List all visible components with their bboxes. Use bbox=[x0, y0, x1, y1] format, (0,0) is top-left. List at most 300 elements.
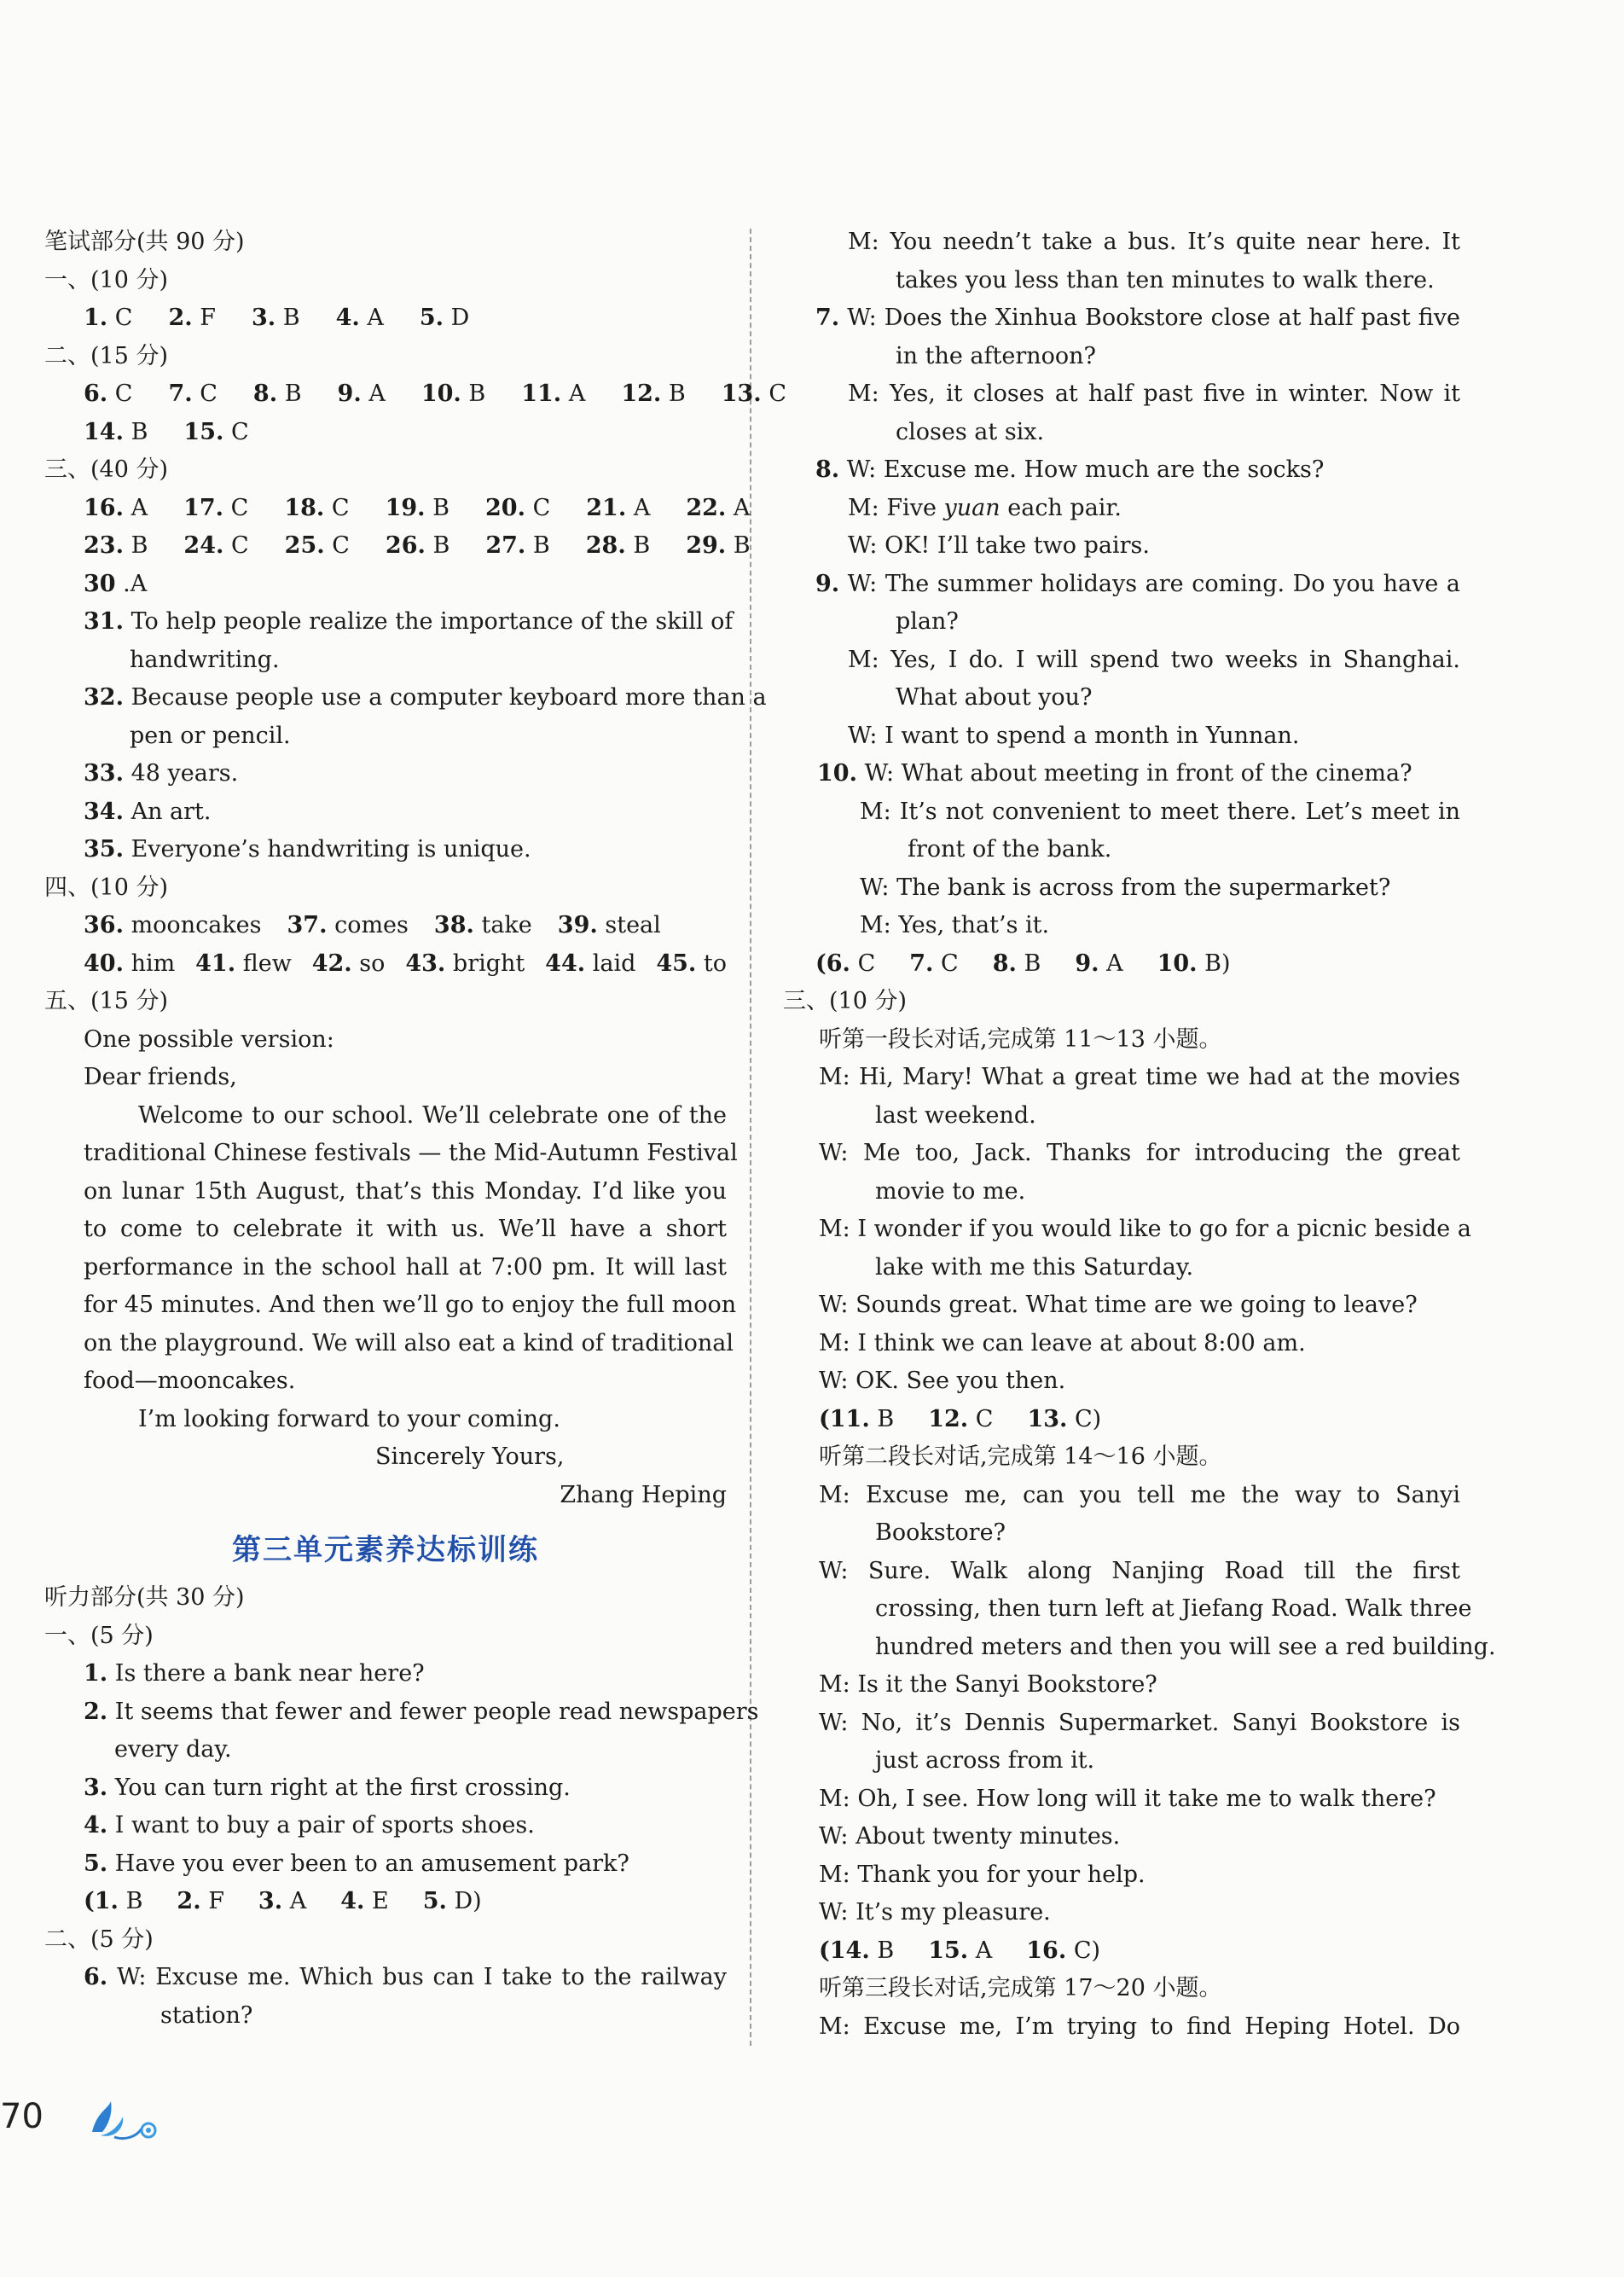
answer-text-cont: handwriting. bbox=[130, 646, 280, 673]
item-text-cont: every day. bbox=[114, 1736, 232, 1763]
answer-value: B bbox=[468, 380, 486, 407]
answer-number: 2. bbox=[168, 305, 193, 331]
answer-row bbox=[44, 566, 727, 604]
script-line: M: You needn’t take a bus. It’s quite near here. It bbox=[848, 229, 1460, 255]
essay-greeting: Dear friends, bbox=[84, 1064, 237, 1090]
answer-number: 1. bbox=[84, 305, 108, 331]
essay-intro: One possible version: bbox=[84, 1025, 334, 1053]
answer-item bbox=[1026, 1932, 1100, 1971]
item-number: 3. bbox=[84, 1774, 108, 1801]
item-text: Have you ever been to an amusement park? bbox=[114, 1850, 629, 1877]
answer-number: 9. bbox=[1075, 950, 1099, 977]
answer-number: 11. bbox=[521, 380, 562, 407]
script-line bbox=[44, 1845, 727, 1884]
script-line: plan? bbox=[896, 608, 959, 635]
answer-item bbox=[993, 945, 1041, 984]
answer-number: 44. bbox=[545, 950, 586, 977]
script-line: M: Thank you for your help. bbox=[819, 1861, 1146, 1888]
item-number: 1. bbox=[84, 1660, 108, 1687]
answer-item bbox=[815, 945, 875, 984]
answer-item bbox=[183, 490, 248, 528]
answer-line bbox=[44, 793, 727, 832]
item-number: 8. bbox=[815, 456, 840, 483]
answer-number: 25. bbox=[284, 532, 325, 559]
essay-line: on lunar 15th August, that’s this Monday. I’d like you bbox=[84, 1177, 727, 1205]
answer-value: C bbox=[768, 380, 786, 407]
item-number: 10. bbox=[817, 760, 857, 787]
answer-value: C bbox=[332, 532, 350, 559]
script-line: M: Hi, Mary! What a great time we had at the movies bbox=[819, 1064, 1460, 1090]
answer-value: A bbox=[368, 380, 386, 407]
answer-value: C bbox=[975, 1405, 994, 1432]
answer-item bbox=[521, 375, 585, 414]
answer-item bbox=[928, 1401, 993, 1439]
item-number: 6. bbox=[84, 1964, 108, 1990]
script-line: M: Yes, that’s it. bbox=[860, 912, 1050, 938]
answer-number: 10. bbox=[420, 380, 461, 407]
item-text: W: Does the Xinhua Bookstore close at half past five bbox=[847, 305, 1460, 331]
answer-item bbox=[285, 527, 350, 566]
answer-value: flew bbox=[242, 950, 292, 977]
answer-value: A bbox=[975, 1937, 993, 1964]
section-5-label: 五、(15 分) bbox=[44, 988, 169, 1014]
answer-number: 42. bbox=[311, 950, 352, 977]
answer-item bbox=[1027, 1401, 1101, 1439]
answer-value: C bbox=[231, 532, 249, 559]
script-text-italic: yuan bbox=[943, 494, 1000, 521]
script-line: W: No, it’s Dennis Supermarket. Sanyi Bookstore is bbox=[819, 1709, 1460, 1736]
script-line bbox=[807, 299, 1460, 338]
answer-line bbox=[44, 755, 727, 793]
answer-item bbox=[84, 907, 262, 945]
script-line: M: Excuse me, I’m trying to find Heping Hotel. Do bbox=[819, 2013, 1460, 2040]
script-line: W: OK. See you then. bbox=[819, 1368, 1066, 1394]
answer-value: C bbox=[231, 418, 249, 445]
script-line: just across from it. bbox=[875, 1747, 1095, 1774]
answer-item bbox=[84, 527, 148, 566]
item-text: W: Excuse me. Which bus can I take to the railway bbox=[116, 1964, 727, 1990]
answer-row bbox=[44, 375, 786, 414]
answer-text-cont: pen or pencil. bbox=[130, 722, 291, 749]
answer-number: 21. bbox=[586, 494, 627, 521]
answer-line bbox=[44, 603, 734, 642]
script-line bbox=[44, 1655, 727, 1693]
script-line: W: Sure. Walk along Nanjing Road till the first bbox=[819, 1557, 1460, 1584]
item-text: It seems that fewer and fewer people read newspapers bbox=[114, 1698, 759, 1725]
answer-item bbox=[405, 945, 525, 984]
answer-value: B) bbox=[1204, 950, 1231, 977]
answer-item bbox=[84, 414, 148, 452]
answer-number: 45. bbox=[656, 950, 697, 977]
answer-number: 41. bbox=[195, 950, 236, 977]
answer-number: 38. bbox=[433, 912, 474, 938]
answer-value: B bbox=[1024, 950, 1041, 977]
essay-line: Welcome to our school. We’ll celebrate one of the bbox=[138, 1101, 727, 1129]
script-line: W: Sounds great. What time are we going to leave? bbox=[819, 1292, 1418, 1318]
item-text: I want to buy a pair of sports shoes. bbox=[114, 1812, 535, 1838]
answer-value: B bbox=[284, 380, 302, 407]
listening-section-1-label: 一、(5 分) bbox=[44, 1622, 154, 1649]
essay-line: for 45 minutes. And then we’ll go to enjoy the full moon bbox=[84, 1292, 737, 1318]
answer-value: A bbox=[130, 494, 148, 521]
essay-signature: Zhang Heping bbox=[560, 1481, 727, 1508]
answer-value: B bbox=[125, 1888, 143, 1914]
answer-text: 48 years. bbox=[130, 760, 239, 787]
answer-item bbox=[183, 414, 248, 452]
answer-value: B bbox=[432, 494, 450, 521]
answer-value: so bbox=[359, 950, 386, 977]
answer-number: 34. bbox=[84, 798, 124, 825]
answer-number: 17. bbox=[183, 494, 224, 521]
answer-number: 39. bbox=[557, 912, 598, 938]
answer-number: 18. bbox=[284, 494, 325, 521]
answer-item bbox=[420, 299, 469, 338]
script-line: M: It’s not convenient to meet there. Let’s meet in bbox=[860, 798, 1460, 825]
essay-line: to come to celebrate it with us. We’ll have a short bbox=[84, 1216, 727, 1242]
answer-row bbox=[807, 1932, 1460, 1971]
answer-number: 5. bbox=[422, 1888, 447, 1914]
answer-value: B bbox=[633, 532, 651, 559]
answer-item bbox=[195, 945, 292, 984]
answer-number: 24. bbox=[183, 532, 224, 559]
answer-item bbox=[287, 907, 409, 945]
item-number: 4. bbox=[84, 1812, 108, 1838]
answer-value: B bbox=[282, 305, 300, 331]
answer-item bbox=[423, 1883, 482, 1921]
answer-value: bright bbox=[452, 950, 525, 977]
answer-item bbox=[434, 907, 532, 945]
answer-item bbox=[84, 490, 148, 528]
answer-item bbox=[168, 375, 217, 414]
answer-number: 20. bbox=[485, 494, 525, 521]
section-header-listening: 听力部分(共 30 分) bbox=[44, 1584, 245, 1611]
answer-value: B bbox=[877, 1405, 895, 1432]
item-text: You can turn right at the first crossing. bbox=[114, 1774, 571, 1801]
answer-number: 30 bbox=[84, 570, 116, 597]
section-header-written: 笔试部分(共 90 分) bbox=[44, 229, 245, 255]
dialogue-2 bbox=[807, 1477, 1496, 1932]
dialogue-heading: 听第二段长对话,完成第 14～16 小题。 bbox=[819, 1443, 1222, 1470]
section-3-label: 三、(10 分) bbox=[783, 988, 908, 1014]
answer-value: A bbox=[1106, 950, 1123, 977]
script-line bbox=[807, 490, 1460, 528]
answer-number: 33. bbox=[84, 760, 124, 787]
item-number: 5. bbox=[84, 1850, 108, 1877]
answer-row bbox=[44, 527, 751, 566]
answer-row bbox=[44, 1883, 727, 1921]
answer-item bbox=[621, 375, 685, 414]
script-line: last weekend. bbox=[875, 1101, 1036, 1129]
answer-number: 13. bbox=[721, 380, 762, 407]
answer-value: E bbox=[371, 1888, 389, 1914]
answer-number: 13. bbox=[1027, 1405, 1068, 1432]
answer-value: to bbox=[703, 950, 727, 977]
answer-item bbox=[177, 1883, 224, 1921]
answer-item bbox=[84, 1883, 142, 1921]
answer-value: C bbox=[331, 494, 350, 521]
answer-number: 3. bbox=[258, 1888, 283, 1914]
script-text: each pair. bbox=[1000, 494, 1122, 521]
answer-line bbox=[44, 831, 727, 869]
decorative-wave-logo-icon bbox=[89, 2094, 160, 2146]
script-line: Bookstore? bbox=[875, 1519, 1006, 1546]
answer-number: 32. bbox=[84, 684, 124, 711]
right-column bbox=[783, 224, 1496, 2046]
answer-item bbox=[168, 299, 216, 338]
answer-item bbox=[1075, 945, 1122, 984]
answer-text: To help people realize the importance of the skill of bbox=[130, 608, 734, 635]
answer-value: B bbox=[432, 532, 450, 559]
item-number: 7. bbox=[815, 305, 840, 331]
script-line: crossing, then turn left at Jiefang Road. Walk three bbox=[875, 1595, 1472, 1622]
script-line bbox=[44, 1959, 727, 1997]
item-text: W: The summer holidays are coming. Do you have a bbox=[847, 570, 1460, 597]
answer-item bbox=[84, 945, 175, 984]
answer-item bbox=[928, 1932, 992, 1971]
answer-item bbox=[252, 299, 300, 338]
answer-value: A bbox=[568, 380, 586, 407]
script-line: W: About twenty minutes. bbox=[819, 1823, 1121, 1850]
answer-value: C bbox=[941, 950, 959, 977]
script-line: W: OK! I’ll take two pairs. bbox=[848, 532, 1150, 559]
answer-number: 19. bbox=[385, 494, 426, 521]
answer-value: mooncakes bbox=[130, 912, 262, 938]
answer-number: 23. bbox=[84, 532, 124, 559]
answer-row bbox=[807, 1401, 1460, 1439]
answer-number: 4. bbox=[340, 1888, 365, 1914]
page-number: 70 bbox=[0, 2097, 44, 2136]
answer-item bbox=[340, 1883, 389, 1921]
listening-section-2-label: 二、(5 分) bbox=[44, 1926, 154, 1953]
answer-item bbox=[558, 907, 661, 945]
answer-text: An art. bbox=[130, 798, 212, 825]
essay-line: performance in the school hall at 7:00 pm. It will last bbox=[84, 1253, 727, 1281]
answer-number: 35. bbox=[84, 836, 124, 863]
answer-item bbox=[421, 375, 485, 414]
section-3-label: 三、(40 分) bbox=[44, 456, 169, 483]
dialogue-1 bbox=[807, 1059, 1471, 1401]
answer-item bbox=[656, 945, 727, 984]
script-line: W: It’s my pleasure. bbox=[819, 1899, 1051, 1926]
answer-item bbox=[312, 945, 386, 984]
answer-value: B bbox=[877, 1937, 895, 1964]
answer-value: laid bbox=[592, 950, 636, 977]
answer-value: A bbox=[733, 494, 751, 521]
answer-value: B bbox=[532, 532, 550, 559]
answer-value: .A bbox=[123, 570, 148, 597]
answer-value: D) bbox=[454, 1888, 482, 1914]
answer-value: take bbox=[481, 912, 532, 938]
answer-number: 22. bbox=[686, 494, 727, 521]
answer-value: B bbox=[130, 418, 148, 445]
answer-item bbox=[386, 527, 450, 566]
answer-value: F bbox=[208, 1888, 224, 1914]
answer-item bbox=[338, 375, 386, 414]
answer-item bbox=[586, 527, 650, 566]
dialogue-heading: 听第三段长对话,完成第 17～20 小题。 bbox=[819, 1975, 1222, 2001]
script-line bbox=[44, 1807, 727, 1845]
essay-line: food—mooncakes. bbox=[84, 1368, 296, 1394]
answer-number: 10. bbox=[1157, 950, 1198, 977]
answer-value: comes bbox=[334, 912, 409, 938]
answer-item bbox=[586, 490, 650, 528]
answer-row bbox=[807, 945, 1460, 984]
script-line: What about you? bbox=[896, 684, 1093, 711]
answer-value: him bbox=[130, 950, 176, 977]
script-line: closes at six. bbox=[896, 418, 1045, 445]
answer-number: 26. bbox=[385, 532, 426, 559]
answer-item bbox=[258, 1883, 306, 1921]
answer-value: C) bbox=[1073, 1937, 1101, 1964]
item-text: W: Excuse me. How much are the socks? bbox=[846, 456, 1325, 483]
answer-number: (1. bbox=[84, 1888, 119, 1914]
item-text: W: What about meeting in front of the cinema? bbox=[864, 760, 1412, 787]
answer-value: C bbox=[857, 950, 876, 977]
answer-number: 29. bbox=[686, 532, 727, 559]
answer-row bbox=[44, 907, 727, 945]
answer-item bbox=[386, 490, 450, 528]
answer-item bbox=[284, 490, 349, 528]
script-line bbox=[807, 755, 1460, 793]
script-line: M: I think we can leave at about 8:00 am. bbox=[819, 1329, 1306, 1356]
script-line: lake with me this Saturday. bbox=[875, 1253, 1194, 1281]
answer-value: B bbox=[668, 380, 686, 407]
left-column bbox=[44, 224, 786, 2035]
answer-value: C bbox=[114, 380, 133, 407]
answer-text: Because people use a computer keyboard more than a bbox=[130, 684, 767, 711]
answer-value: C bbox=[230, 494, 249, 521]
answer-number: (14. bbox=[819, 1937, 870, 1964]
item-text: Is there a bank near here? bbox=[114, 1660, 425, 1687]
answer-number: 28. bbox=[585, 532, 626, 559]
answer-number: 27. bbox=[485, 532, 526, 559]
script-line: W: Me too, Jack. Thanks for introducing the great bbox=[819, 1140, 1460, 1166]
script-text: M: Five bbox=[848, 494, 944, 521]
answer-value: F bbox=[200, 305, 216, 331]
script-line: M: Yes, it closes at half past five in winter. Now it bbox=[848, 380, 1460, 407]
answer-number: 4. bbox=[335, 305, 360, 331]
unit-title: 第三单元素养达标训练 bbox=[232, 1533, 539, 1567]
answer-value: A bbox=[633, 494, 651, 521]
answer-number: 8. bbox=[252, 380, 278, 407]
answer-number: 12. bbox=[621, 380, 662, 407]
answer-number: 3. bbox=[251, 305, 276, 331]
answer-number: (11. bbox=[819, 1405, 870, 1432]
answer-line bbox=[44, 679, 767, 717]
answer-number: 40. bbox=[84, 950, 124, 977]
answer-number: 8. bbox=[992, 950, 1017, 977]
answer-value: steal bbox=[605, 912, 661, 938]
answer-number: 2. bbox=[177, 1888, 201, 1914]
answer-value: C bbox=[532, 494, 551, 521]
answer-number: (6. bbox=[815, 950, 850, 977]
answer-number: 43. bbox=[405, 950, 446, 977]
answer-number: 14. bbox=[84, 418, 124, 445]
item-number: 2. bbox=[84, 1698, 108, 1725]
item-text-cont: station? bbox=[160, 2001, 253, 2029]
answer-item bbox=[1157, 945, 1231, 984]
answer-item bbox=[485, 490, 550, 528]
answer-item bbox=[84, 299, 132, 338]
answer-row bbox=[44, 299, 727, 338]
answer-value: C bbox=[200, 380, 218, 407]
dialogue-heading: 听第一段长对话,完成第 11～13 小题。 bbox=[819, 1025, 1222, 1053]
script-line: W: The bank is across from the supermarket? bbox=[860, 874, 1391, 901]
answer-number: 16. bbox=[84, 494, 124, 521]
answer-number: 5. bbox=[419, 305, 444, 331]
section-1-label: 一、(10 分) bbox=[44, 266, 169, 293]
answer-item bbox=[686, 490, 750, 528]
script-line bbox=[44, 1769, 727, 1808]
script-line: movie to me. bbox=[875, 1177, 1026, 1205]
answer-item bbox=[336, 299, 384, 338]
essay-line: on the playground. We will also eat a kind of traditional bbox=[84, 1329, 734, 1356]
answer-number: 37. bbox=[287, 912, 328, 938]
script-line bbox=[807, 451, 1460, 490]
answer-item bbox=[485, 527, 549, 566]
answer-item bbox=[686, 527, 750, 566]
answer-item bbox=[819, 1401, 894, 1439]
script-line: W: I want to spend a month in Yunnan. bbox=[848, 722, 1300, 749]
answer-value: C bbox=[114, 305, 133, 331]
script-line: M: Is it the Sanyi Bookstore? bbox=[819, 1671, 1157, 1698]
section-4-label: 四、(10 分) bbox=[44, 874, 169, 901]
answer-item bbox=[722, 375, 786, 414]
answer-item bbox=[909, 945, 958, 984]
answer-row bbox=[44, 414, 727, 452]
answer-value: B bbox=[733, 532, 751, 559]
answer-row bbox=[44, 945, 727, 984]
essay-body bbox=[44, 1097, 738, 1515]
answer-item bbox=[84, 375, 132, 414]
answer-number: 16. bbox=[1026, 1937, 1067, 1964]
essay-sign-off: Sincerely Yours, bbox=[375, 1443, 565, 1470]
answer-value: B bbox=[130, 532, 148, 559]
script-line: M: Oh, I see. How long will it take me to walk there? bbox=[819, 1785, 1436, 1812]
answer-value: A bbox=[289, 1888, 307, 1914]
section-2-label: 二、(15 分) bbox=[44, 342, 169, 369]
essay-closing: I’m looking forward to your coming. bbox=[138, 1405, 560, 1432]
script-line: M: Excuse me, can you tell me the way to Sanyi bbox=[819, 1481, 1460, 1508]
answer-number: 9. bbox=[337, 380, 362, 407]
script-line: in the afternoon? bbox=[896, 342, 1096, 369]
answer-number: 36. bbox=[84, 912, 124, 938]
answer-value: A bbox=[367, 305, 384, 331]
answer-number: 7. bbox=[909, 950, 934, 977]
answer-value: C) bbox=[1075, 1405, 1102, 1432]
answer-item bbox=[545, 945, 635, 984]
script-line bbox=[44, 1693, 759, 1732]
answer-value: D bbox=[450, 305, 470, 331]
answer-number: 6. bbox=[84, 380, 108, 407]
answer-row bbox=[44, 490, 751, 528]
script-line: M: Yes, I do. I will spend two weeks in Shanghai. bbox=[848, 646, 1460, 673]
script-line bbox=[807, 566, 1460, 604]
script-line: front of the bank. bbox=[908, 836, 1112, 863]
answer-number: 7. bbox=[168, 380, 193, 407]
essay-line: traditional Chinese festivals — the Mid-Autumn Festival bbox=[84, 1140, 738, 1166]
script-line: takes you less than ten minutes to walk there. bbox=[896, 266, 1435, 293]
answer-item bbox=[253, 375, 302, 414]
script-line: M: I wonder if you would like to go for a picnic beside a bbox=[819, 1216, 1471, 1242]
answer-number: 12. bbox=[928, 1405, 969, 1432]
script-line: hundred meters and then you will see a red building. bbox=[875, 1633, 1496, 1660]
answer-item bbox=[819, 1932, 894, 1971]
answer-number: 15. bbox=[183, 418, 224, 445]
answer-item bbox=[183, 527, 248, 566]
answer-number: 31. bbox=[84, 608, 124, 635]
answer-text: Everyone’s handwriting is unique. bbox=[130, 836, 531, 863]
